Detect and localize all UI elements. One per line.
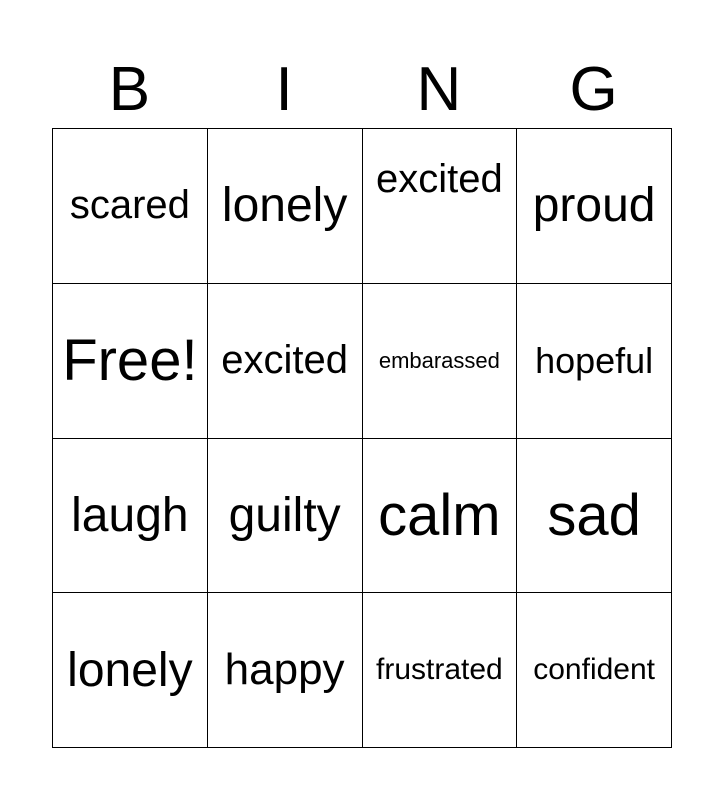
bingo-cell[interactable]: happy	[208, 593, 363, 748]
bingo-cell[interactable]: frustrated	[363, 593, 518, 748]
header-letter-g: G	[569, 55, 618, 124]
bingo-cell[interactable]: hopeful	[517, 284, 672, 439]
bingo-cell[interactable]: scared	[53, 129, 208, 284]
bingo-cell[interactable]: proud	[517, 129, 672, 284]
bingo-cell[interactable]: lonely	[208, 129, 363, 284]
bingo-cell[interactable]: excited	[363, 129, 518, 284]
bingo-cell[interactable]: lonely	[53, 593, 208, 748]
bingo-cell[interactable]: confident	[517, 593, 672, 748]
header-letter-n: N	[416, 55, 462, 124]
bingo-cell[interactable]: sad	[517, 439, 672, 594]
bingo-free-cell[interactable]: Free!	[53, 284, 208, 439]
bingo-cell[interactable]: excited	[208, 284, 363, 439]
header-letter-b: B	[108, 55, 151, 124]
bingo-board	[52, 128, 672, 748]
bingo-cell[interactable]: guilty	[208, 439, 363, 594]
bingo-cell[interactable]: embarassed	[363, 284, 518, 439]
bingo-cell[interactable]: calm	[363, 439, 518, 594]
bingo-header	[52, 52, 671, 128]
bingo-cell[interactable]: laugh	[53, 439, 208, 594]
header-letter-i: I	[275, 55, 293, 124]
